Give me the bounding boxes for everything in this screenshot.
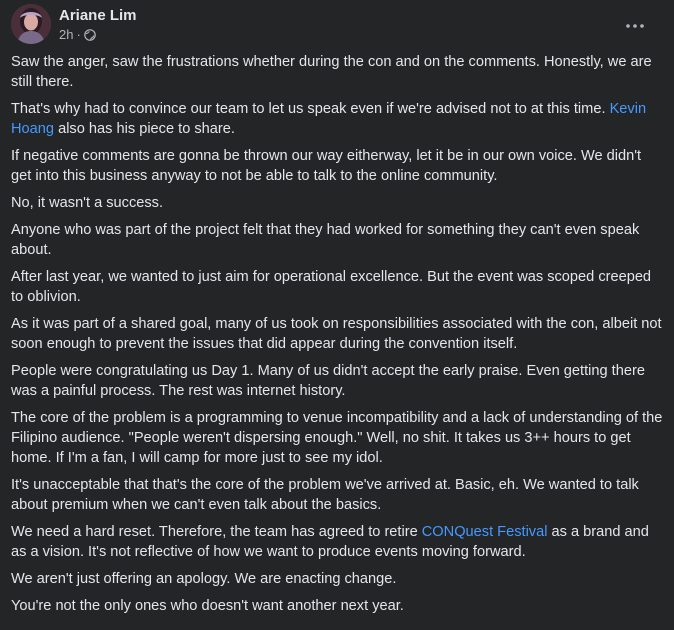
post-timestamp[interactable]: 2h: [59, 27, 74, 42]
post-paragraph: It's unacceptable that that's the core of the problem we've arrived at. Basic, eh. We wanted to talk about premium when we can't even talk about the basics.: [11, 477, 639, 513]
post-paragraph: As it was part of a shared goal, many of us took on responsibilities associated with the con, albeit not soon enough to prevent the issues that did appear during the convention itself.: [11, 316, 662, 352]
author-avatar[interactable]: [11, 4, 51, 44]
post-paragraph: No, it wasn't a success.: [11, 195, 164, 211]
post-paragraph: The core of the problem is a programming to venue incompatibility and a lack of understanding of the Filipino audience. "People weren't dispersing enough." Well, no shit. It takes us 3++ hours to get home. If I'm a fan, I will camp for more just to see my idol.: [11, 410, 663, 466]
post-paragraph: Saw the anger, saw the frustrations whether during the con and on the comments. Honestly, we are still there.: [11, 54, 652, 90]
paragraph-text: also has his piece to share.: [58, 120, 235, 137]
meta-separator: ·: [76, 27, 81, 42]
post-paragraph: [11, 100, 663, 139]
post-meta: [59, 27, 96, 42]
globe-icon[interactable]: [84, 29, 96, 41]
paragraph-text: as a brand and as a vision. It's not reflective of how we want to produce events moving forward.: [11, 524, 649, 560]
post-header: [11, 4, 663, 48]
post-paragraph: People were congratulating us Day 1. Many of us didn't accept the early praise. Even getting there was a painful process. The rest was internet history.: [11, 363, 645, 399]
author-name[interactable]: Ariane Lim: [59, 7, 137, 24]
more-horizontal-icon[interactable]: [619, 10, 651, 42]
post-paragraph: If negative comments are gonna be thrown our way eitherway, let it be in our own voice. We didn't get into this business anyway to not be able to talk to the online community.: [11, 148, 642, 184]
hashtag-link-conquest-festival[interactable]: CONQuest Festival: [421, 524, 548, 540]
post-paragraph: You're not the only ones who doesn't want another next year.: [11, 598, 404, 615]
post-body: [11, 53, 663, 625]
paragraph-text: We need a hard reset. Therefore, the team has agreed to retire: [11, 524, 418, 540]
post-paragraph: [11, 523, 663, 562]
post-paragraph: We aren't just offering an apology. We are enacting change.: [11, 571, 397, 587]
paragraph-text: That's why had to convince our team to let us speak even if we're advised not to at this time.: [11, 101, 606, 117]
post-paragraph: After last year, we wanted to just aim for operational excellence. But the event was scoped creeped to oblivion.: [11, 269, 652, 305]
mention-link-kevin-hoang[interactable]: Kevin Hoang: [11, 101, 647, 137]
post-paragraph: Anyone who was part of the project felt that they had worked for something they can't even speak about.: [11, 222, 640, 258]
